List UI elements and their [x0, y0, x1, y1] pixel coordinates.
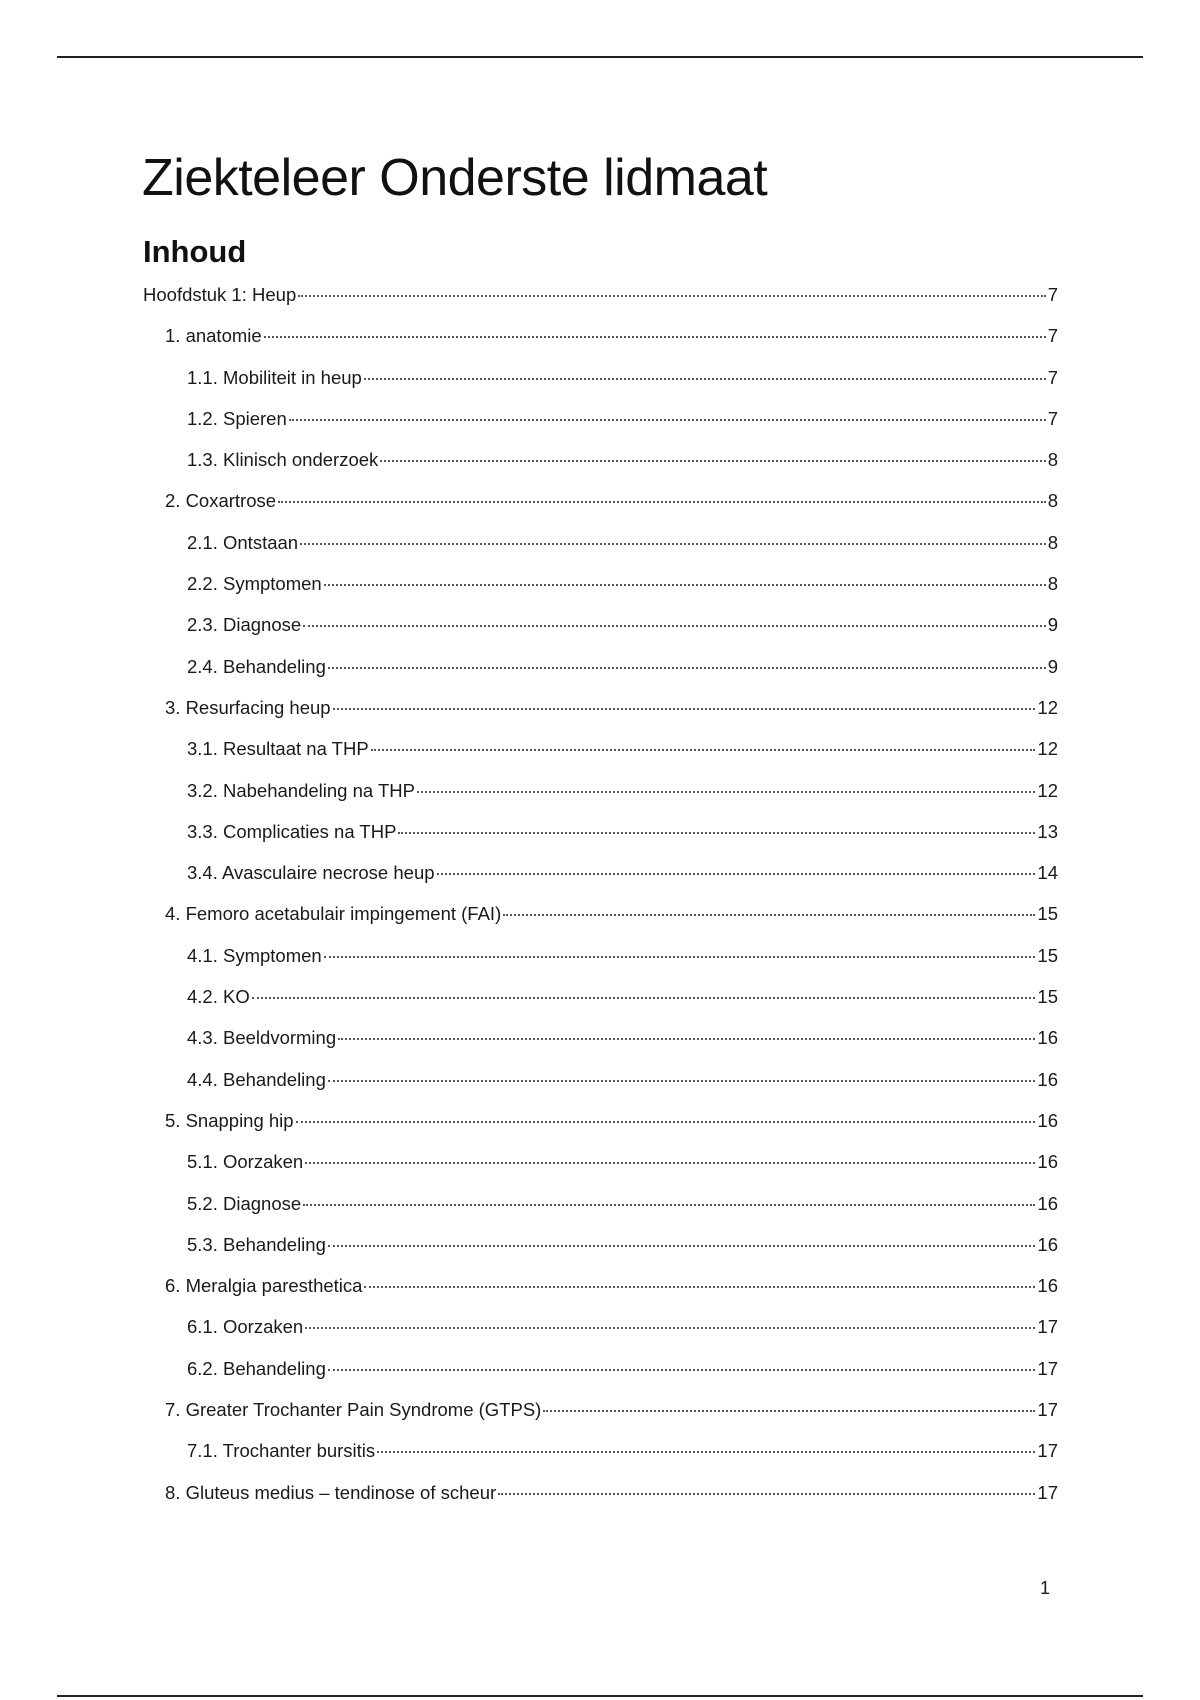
toc-entry-page: 15 [1037, 944, 1058, 966]
toc-entry-label: 3. Resurfacing heup [165, 696, 331, 718]
toc-entry-label: 1.2. Spieren [187, 407, 287, 429]
toc-dot-leader [333, 708, 1036, 710]
toc-entry-page: 16 [1037, 1109, 1058, 1131]
toc-entry-label: 5. Snapping hip [165, 1109, 294, 1131]
toc-entry[interactable] [143, 1399, 1058, 1440]
toc-entry-page: 8 [1047, 573, 1058, 595]
toc-dot-leader [289, 419, 1046, 421]
toc-entry[interactable] [143, 1482, 1058, 1523]
header-rule [57, 56, 1143, 58]
toc-dot-leader [371, 749, 1036, 751]
toc-dot-leader [324, 956, 1036, 958]
toc-entry-page: 7 [1047, 284, 1058, 305]
toc-entry[interactable] [143, 1069, 1058, 1110]
toc-entry-label: 7.1. Trochanter bursitis [187, 1440, 376, 1462]
toc-entry-label: Hoofdstuk 1: Heup [143, 284, 297, 305]
toc-dot-leader [417, 791, 1035, 793]
toc-entry[interactable] [143, 1358, 1058, 1399]
toc-entry-label: 8. Gluteus medius – tendinose of scheur [165, 1481, 497, 1503]
toc-entry[interactable] [143, 697, 1058, 738]
toc-entry[interactable] [143, 1316, 1058, 1357]
toc-entry-label: 6.2. Behandeling [187, 1357, 326, 1379]
toc-entry-page: 12 [1037, 738, 1058, 760]
toc-entry-label: 3.3. Complicaties na THP [187, 820, 397, 842]
toc-entry-page: 13 [1037, 820, 1058, 842]
toc-entry-label: 1.1. Mobiliteit in heup [187, 366, 362, 388]
toc-entry[interactable] [143, 862, 1058, 903]
toc-dot-leader [264, 336, 1046, 338]
toc-entry-page: 7 [1047, 366, 1058, 388]
toc-entry[interactable] [143, 656, 1058, 697]
toc-entry[interactable] [143, 1110, 1058, 1151]
toc-entry-label: 3.2. Nabehandeling na THP [187, 779, 415, 801]
toc-entry-label: 5.3. Behandeling [187, 1233, 326, 1255]
toc-entry-page: 7 [1047, 407, 1058, 429]
toc-dot-leader [437, 873, 1036, 875]
toc-entry[interactable] [143, 532, 1058, 573]
toc-entry-label: 2. Coxartrose [165, 490, 277, 512]
toc-entry-page: 16 [1037, 1233, 1058, 1255]
toc-entry-page: 17 [1037, 1316, 1058, 1338]
toc-entry[interactable] [143, 284, 1058, 325]
toc-entry[interactable] [143, 1275, 1058, 1316]
toc-entry-page: 16 [1037, 1068, 1058, 1090]
toc-entry[interactable] [143, 903, 1058, 944]
toc-entry-label: 5.1. Oorzaken [187, 1151, 304, 1173]
toc-dot-leader [328, 667, 1046, 669]
toc-entry[interactable] [143, 325, 1058, 366]
toc-entry-page: 9 [1047, 614, 1058, 636]
toc-entry-label: 4.2. KO [187, 986, 250, 1008]
toc-dot-leader [278, 501, 1046, 503]
toc-entry[interactable] [143, 573, 1058, 614]
toc-entry-label: 3.4. Avasculaire necrose heup [187, 862, 435, 884]
toc-entry-label: 2.3. Diagnose [187, 614, 302, 636]
toc-entry-label: 4.1. Symptomen [187, 944, 322, 966]
toc-entry-page: 16 [1037, 1151, 1058, 1173]
toc-entry-page: 8 [1047, 531, 1058, 553]
toc-entry-label: 4.4. Behandeling [187, 1068, 326, 1090]
toc-entry[interactable] [143, 1234, 1058, 1275]
toc-entry-label: 3.1. Resultaat na THP [187, 738, 369, 760]
toc-entry-page: 16 [1037, 1192, 1058, 1214]
toc-entry[interactable] [143, 1027, 1058, 1068]
toc-dot-leader [364, 1286, 1035, 1288]
toc-dot-leader [298, 295, 1045, 297]
toc-entry-page: 12 [1037, 696, 1058, 718]
toc-entry-label: 4.3. Beeldvorming [187, 1027, 337, 1049]
toc-entry-label: 6.1. Oorzaken [187, 1316, 304, 1338]
toc-dot-leader [324, 584, 1046, 586]
toc-entry[interactable] [143, 1151, 1058, 1192]
toc-entry[interactable] [143, 1440, 1058, 1481]
toc-entry-page: 12 [1037, 779, 1058, 801]
toc-entry[interactable] [143, 821, 1058, 862]
toc-entry-label: 5.2. Diagnose [187, 1192, 302, 1214]
toc-entry-page: 17 [1037, 1357, 1058, 1379]
toc-entry-page: 8 [1047, 449, 1058, 471]
toc-entry-page: 9 [1047, 655, 1058, 677]
toc-dot-leader [303, 1204, 1035, 1206]
toc-entry-label: 2.4. Behandeling [187, 655, 326, 677]
toc-dot-leader [338, 1038, 1035, 1040]
toc-entry[interactable] [143, 614, 1058, 655]
toc-entry-label: 1.3. Klinisch onderzoek [187, 449, 379, 471]
toc-entry-page: 17 [1037, 1440, 1058, 1462]
toc-dot-leader [328, 1245, 1036, 1247]
toc-dot-leader [328, 1080, 1036, 1082]
toc-entry-page: 14 [1037, 862, 1058, 884]
toc-entry-label: 2.2. Symptomen [187, 573, 322, 595]
toc-dot-leader [377, 1451, 1035, 1453]
toc-entry[interactable] [143, 367, 1058, 408]
toc-entry-page: 16 [1037, 1275, 1058, 1297]
toc-dot-leader [380, 460, 1045, 462]
toc-entry-page: 8 [1047, 490, 1058, 512]
toc-dot-leader [296, 1121, 1036, 1123]
toc-entry[interactable] [143, 1193, 1058, 1234]
toc-entry-page: 7 [1047, 325, 1058, 347]
table-of-contents [143, 284, 1058, 1523]
toc-dot-leader [398, 832, 1035, 834]
toc-entry[interactable] [143, 945, 1058, 986]
page-number: 1 [1040, 1578, 1051, 1598]
toc-dot-leader [305, 1162, 1035, 1164]
toc-entry[interactable] [143, 449, 1058, 490]
toc-dot-leader [543, 1410, 1035, 1412]
toc-entry-page: 15 [1037, 903, 1058, 925]
toc-dot-leader [300, 543, 1046, 545]
document-title: Ziekteleer Onderste lidmaat [142, 149, 768, 207]
toc-entry-label: 6. Meralgia paresthetica [165, 1275, 363, 1297]
footer-rule [57, 1695, 1143, 1697]
toc-entry-page: 16 [1037, 1027, 1058, 1049]
toc-dot-leader [328, 1369, 1036, 1371]
toc-entry-page: 17 [1037, 1399, 1058, 1421]
toc-entry[interactable] [143, 490, 1058, 531]
toc-dot-leader [303, 625, 1046, 627]
toc-entry[interactable] [143, 738, 1058, 779]
toc-dot-leader [498, 1493, 1035, 1495]
toc-entry-label: 4. Femoro acetabulair impingement (FAI) [165, 903, 502, 925]
toc-dot-leader [364, 378, 1046, 380]
toc-dot-leader [252, 997, 1036, 999]
toc-entry[interactable] [143, 986, 1058, 1027]
toc-dot-leader [305, 1327, 1035, 1329]
toc-entry-label: 1. anatomie [165, 325, 262, 347]
toc-entry[interactable] [143, 408, 1058, 449]
toc-heading: Inhoud [143, 234, 247, 269]
toc-entry-page: 15 [1037, 986, 1058, 1008]
toc-entry-label: 7. Greater Trochanter Pain Syndrome (GTPS) [165, 1399, 542, 1421]
toc-entry[interactable] [143, 780, 1058, 821]
toc-entry-label: 2.1. Ontstaan [187, 531, 299, 553]
toc-entry-page: 17 [1037, 1481, 1058, 1503]
toc-dot-leader [503, 914, 1035, 916]
